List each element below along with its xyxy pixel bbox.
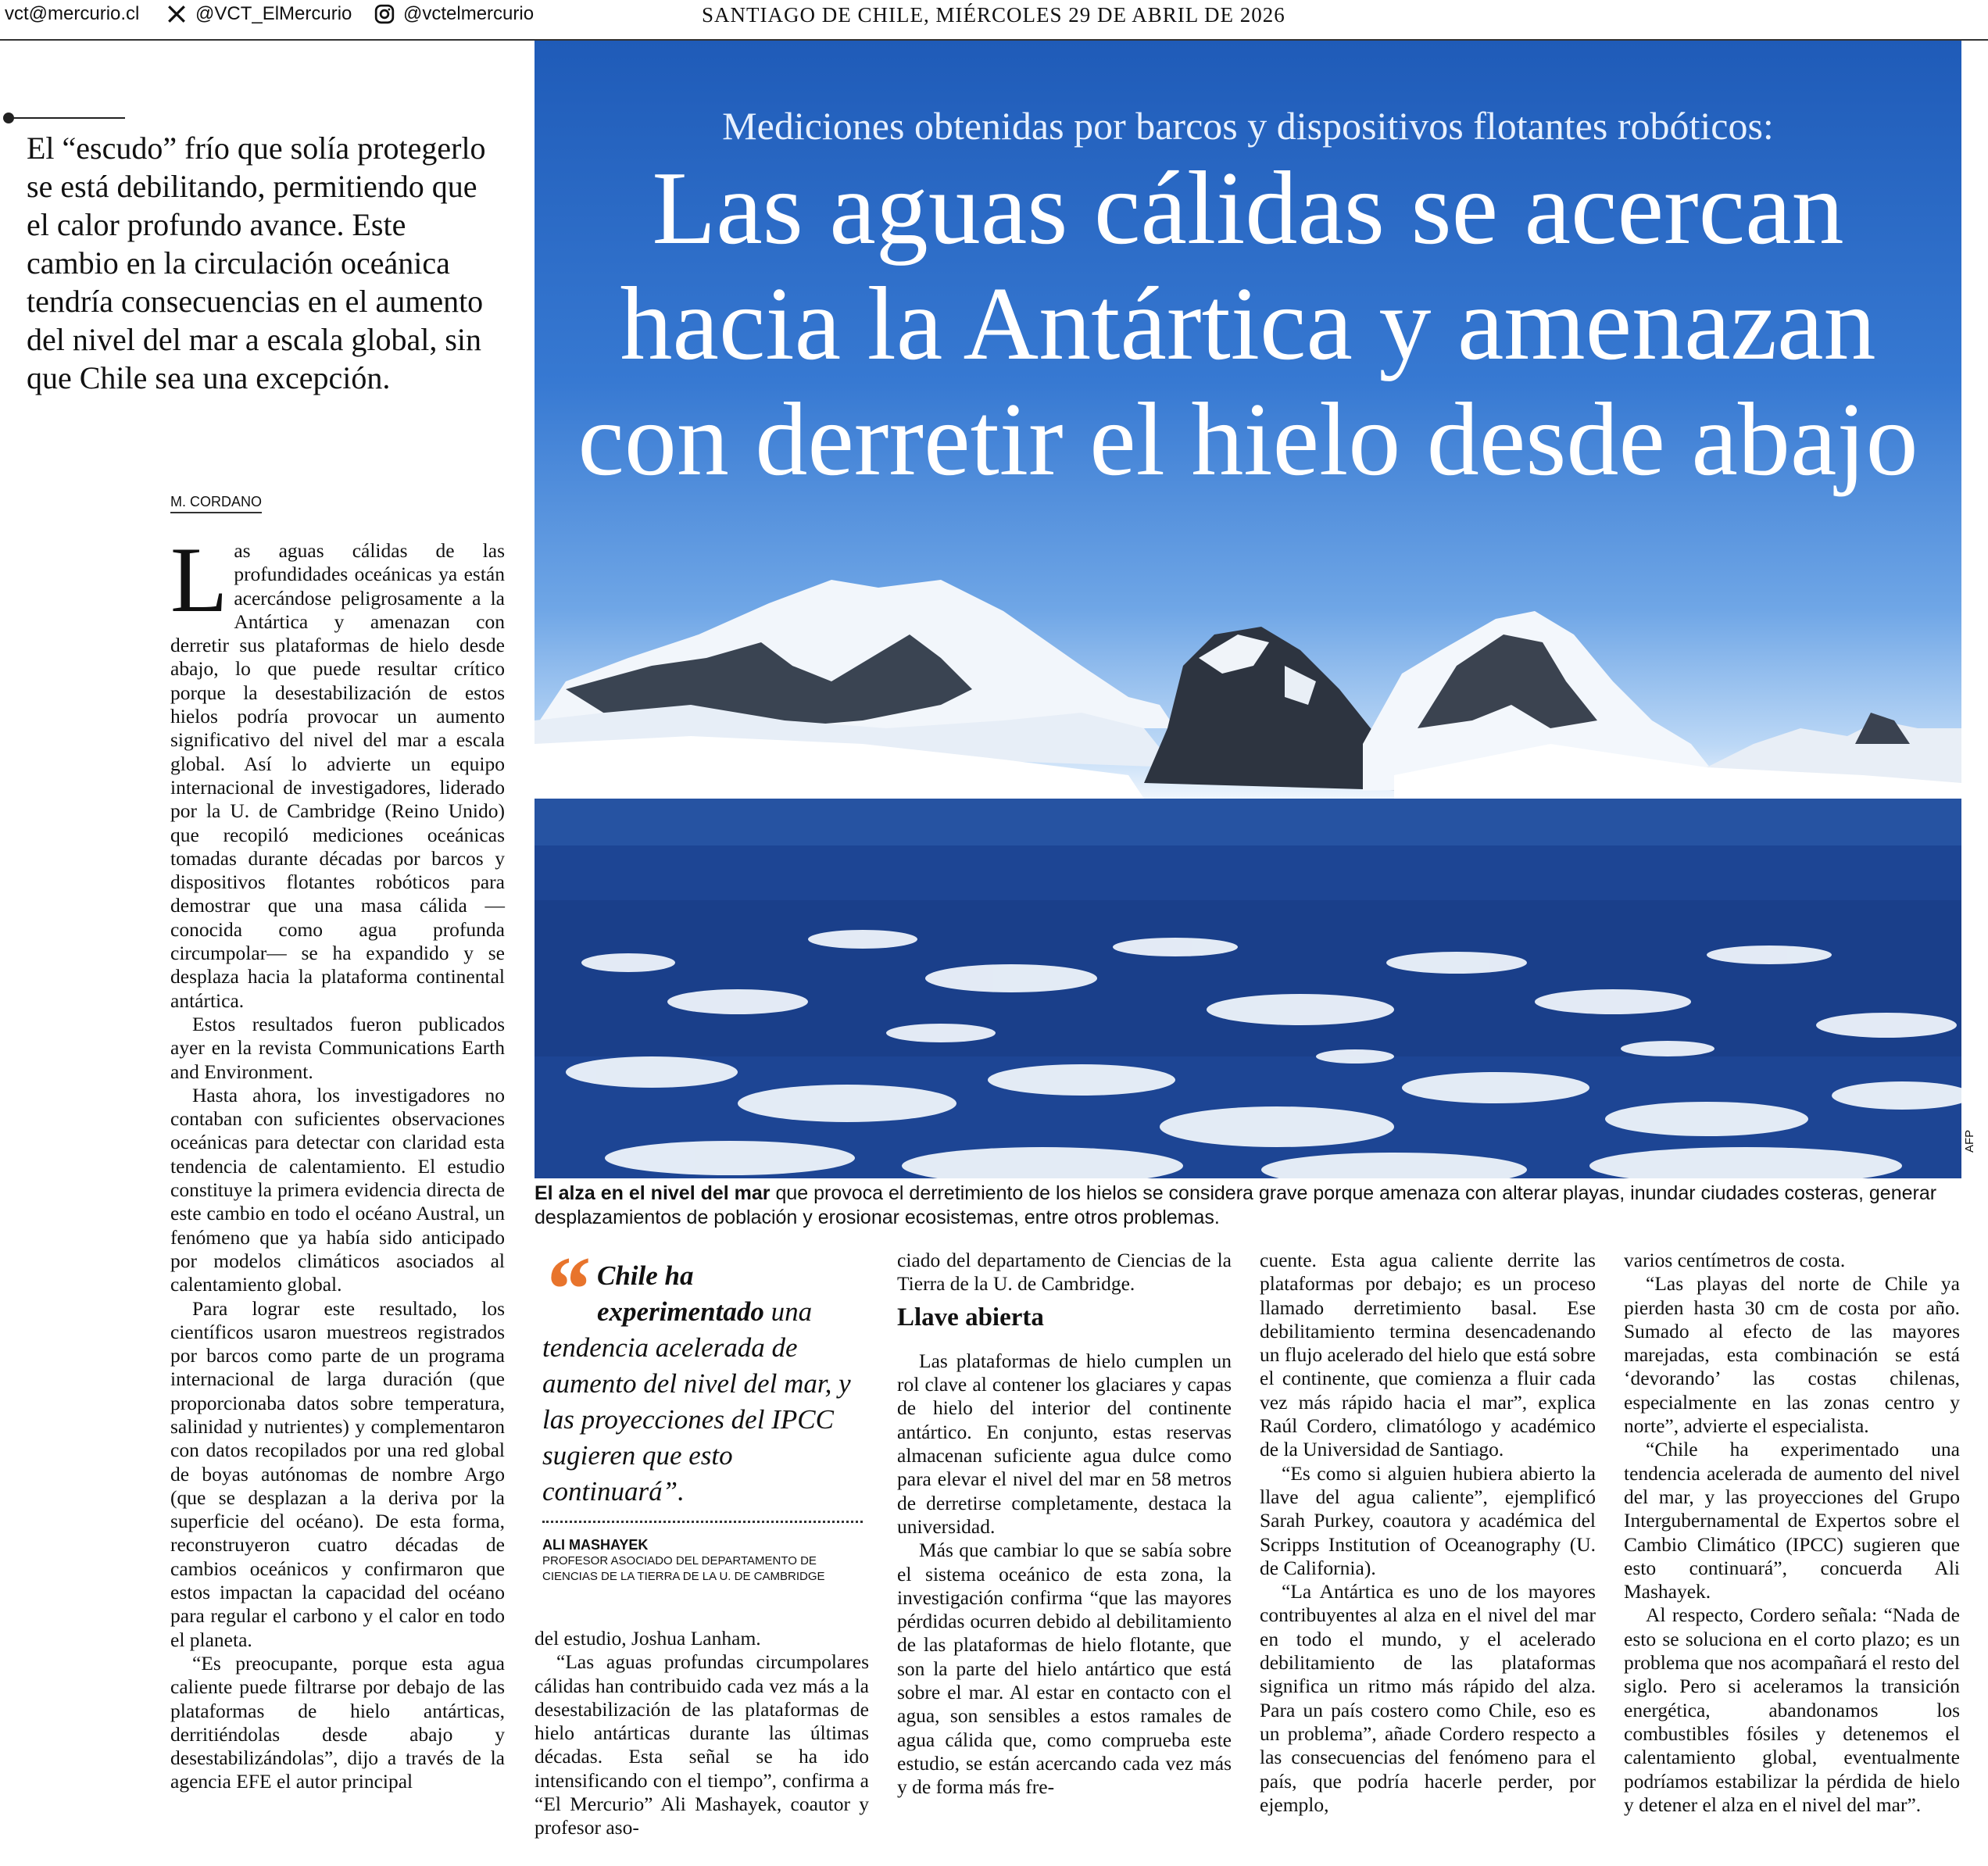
body-column-2 xyxy=(535,1627,869,1840)
paragraph: del estudio, Joshua Lanham. xyxy=(535,1627,761,1650)
paragraph: “La Antártica es uno de los mayores contribuyentes al alza en el nivel del mar en todo el mundo, y el acelerado debilitamiento de las plataformas significa un ritmo más rápido del alza. Para un país costero como Chile, eso es un problema”, añade Cordero respecto a las consecuencias del fenómeno para el país, que podría hacerle perder, por ejemplo, xyxy=(1260,1580,1596,1816)
pull-quote-author-role: PROFESOR ASOCIADO DEL DEPARTAMENTO DE CIENCIAS DE LA TIERRA DE LA U. DE CAMBRIDGE xyxy=(542,1554,825,1583)
x-logo-icon xyxy=(166,3,188,25)
dateline: SANTIAGO DE CHILE, MIÉRCOLES 29 DE ABRIL DE 2026 xyxy=(702,3,1285,27)
paragraph: “Es como si alguien hubiera abierto la llave del agua caliente”, ejemplificó Sarah Purkey, coautora y académica del Scripps Institution of Oceanography (U. de California). xyxy=(1260,1461,1596,1579)
subhead: Llave abierta xyxy=(897,1303,1044,1332)
body-column-5 xyxy=(1624,1249,1960,1817)
byline: M. CORDANO xyxy=(170,494,262,513)
paragraph: ciado del departamento de Ciencias de la Tierra de la U. de Cambridge. xyxy=(897,1249,1232,1296)
instagram-handle-text: @vctelmercurio xyxy=(403,3,535,24)
twitter-handle[interactable] xyxy=(166,3,352,25)
pull-quote-body: una tendencia acelerada de aumento del nivel del mar, y las proyecciones del IPCC sugieren que esto continuará”. xyxy=(542,1296,851,1507)
paragraph: Para lograr este resultado, los científicos usaron muestreos registrados por barcos como parte de un programa internacional de larga duración (que proporcionaba datos sobre temperatura, salinidad y nutrientes) y complementaron con datos recopilados por una red global de boyas autónomas de nombre Argo (que se desplazan a la deriva por la superficie del océano). De esta forma, reconstruyeron cuatro décadas de cambios oceánicos y confirmaron que estos impactan la capacidad del océano para regular el carbono y el calor en todo el planeta. xyxy=(170,1296,505,1651)
photo-caption xyxy=(535,1181,1961,1230)
paragraph: “Chile ha experimentado una tendencia acelerada de aumento del nivel del mar, y las proyecciones del Grupo Intergubernamental de Expertos sobre el Cambio Climático (IPCC) sugieren que esto continuará”, concuerda Ali Mashayek. xyxy=(1624,1438,1960,1603)
caption-text: que provoca el derretimiento de los hielos se considera grave porque amenaza con alterar playas, inundar ciudades costeras, generar desplazamientos de población y erosionar ecosistemas, entre otros problemas. xyxy=(535,1182,1937,1228)
article-lead: El “escudo” frío que solía protegerlo se está debilitando, permitiendo que el calor profundo avance. Este cambio en la circulación oceánica tendría consecuencias en el aumento del nivel del mar a escala global, sin que Chile sea una excepción. xyxy=(27,130,486,395)
paragraph xyxy=(170,527,505,1013)
lead-rule xyxy=(6,117,125,119)
paragraph: “Es preocupante, porque esta agua caliente puede filtrarse por debajo de las plataformas de hielo antárticas, derritiéndolas desde abajo y desestabilizándolas”, dijo a través de la agencia EFE el autor principal xyxy=(170,1651,505,1793)
pull-quote xyxy=(542,1237,863,1585)
body-column-1 xyxy=(170,527,505,1794)
instagram-handle[interactable] xyxy=(374,3,534,25)
dotted-divider xyxy=(542,1521,863,1523)
paragraph: Las plataformas de hielo cumplen un rol clave al contener los glaciares y capas de hielo del interior del continente antártico. En conjunto, estas reservas almacenan suficiente agua dulce como para elevar el nivel del mar en 58 metros de derretirse completamente, destaca la universidad. xyxy=(897,1349,1232,1538)
pull-quote-bold: Chile ha experimentado xyxy=(597,1260,764,1327)
paragraph: “Las playas del norte de Chile ya pierden hasta 30 cm de costa por año. Sumado al efecto de las mayores marejadas, esta combinación se está ‘devorando’ las costas chilenas, especialmente en las zonas centro y norte”, advierte el especialista. xyxy=(1624,1272,1960,1438)
pull-quote-author: ALI MASHAYEK xyxy=(542,1537,649,1553)
paragraph: cuente. Esta agua caliente derrite las plataformas por debajo; es un proceso llamado derretimiento basal. Ese debilitamiento termina desencadenando un flujo acelerado del hielo que está sobre el continente, que comienza a fluir cada vez más rápido hacia el mar”, explica Raúl Cordero, climatólogo y académico de la Universidad de Santiago. xyxy=(1260,1249,1596,1461)
paragraph-text: as aguas cálidas de las profundidades oceánicas ya están acercándose peligrosamente a la Antártica y amenazan con derretir sus plataformas de hielo desde abajo, lo que puede resultar crítico porque la desestabilización de estos hielos podría provocar un aumento significativo del nivel del mar a escala global. Así lo advierte un equipo internacional de investigadores, liderado por la U. de Cambridge (Reino Unido) que recopiló mediciones oceánicas tomadas durante décadas por barcos y dispositivos flotantes robóticos para demostrar que una masa cálida —conocida como agua profunda circumpolar— se ha expandido y se desplaza hacia la plataforma continental antártica. xyxy=(170,539,505,1012)
photo-credit: AFP xyxy=(1963,1129,1976,1153)
paragraph: Al respecto, Cordero señala: “Nada de esto se soluciona en el corto plazo; es un problema que nos acompañará el resto del siglo. Pero si aceleramos la transición energética, abandonamos los combustibles fósiles y detenemos el calentamiento global, eventualmente podríamos estabilizar la pérdida de hielo y detener el alza en el nivel del mar”. xyxy=(1624,1603,1960,1816)
article-kicker: Mediciones obtenidas por barcos y dispositivos flotantes robóticos: xyxy=(722,104,1774,148)
body-column-3 xyxy=(897,1249,1232,1800)
drop-cap: L xyxy=(170,527,228,631)
caption-lead: El alza en el nivel del mar xyxy=(535,1182,771,1204)
page-header xyxy=(0,0,1988,41)
paragraph: Más que cambiar lo que se sabía sobre el sistema oceánico de esta zona, la investigación confirma “que las mayores pérdidas ocurren debido al debilitamiento de las plataformas de hielo flotante, que son la parte del hielo antártico que está sobre el mar. Al estar en contacto con el agua, son sensibles a estos ramales de agua cálida que, como comprueba este estudio, se están acercando cada vez más y de forma más fre- xyxy=(897,1539,1232,1799)
instagram-logo-icon xyxy=(374,3,395,25)
pull-quote-text xyxy=(542,1237,863,1510)
body-column-4 xyxy=(1260,1249,1596,1817)
quote-mark-icon: “ xyxy=(542,1237,589,1341)
paragraph: varios centímetros de costa. xyxy=(1624,1249,1846,1271)
hero-photo xyxy=(535,41,1961,1178)
paragraph: “Las aguas profundas circumpolares cálidas han contribuido cada vez más a la desestabilización de las plataformas de hielo antárticas durante las últimas décadas. Esta señal se ha ido intensificando con el tiempo”, confirma a “El Mercurio” Ali Mashayek, coautor y profesor aso- xyxy=(535,1650,869,1839)
paragraph: Hasta ahora, los investigadores no contaban con suficientes observaciones oceánicas para detectar con claridad esta tendencia de calentamiento. El estudio constituye la primera evidencia directa de este cambio en todo el océano Austral, un fenómeno que ya había sido anticipado por modelos climáticos asociados al calentamiento global. xyxy=(170,1083,505,1296)
paragraph: Estos resultados fueron publicados ayer en la revista Communications Earth and Environment. xyxy=(170,1012,505,1083)
twitter-handle-text: @VCT_ElMercurio xyxy=(195,3,352,24)
article-headline: Las aguas cálidas se acercan hacia la Antártica y amenazan con derretir el hielo desde abajo xyxy=(577,150,1918,497)
contact-email[interactable]: vct@mercurio.cl xyxy=(5,3,140,24)
